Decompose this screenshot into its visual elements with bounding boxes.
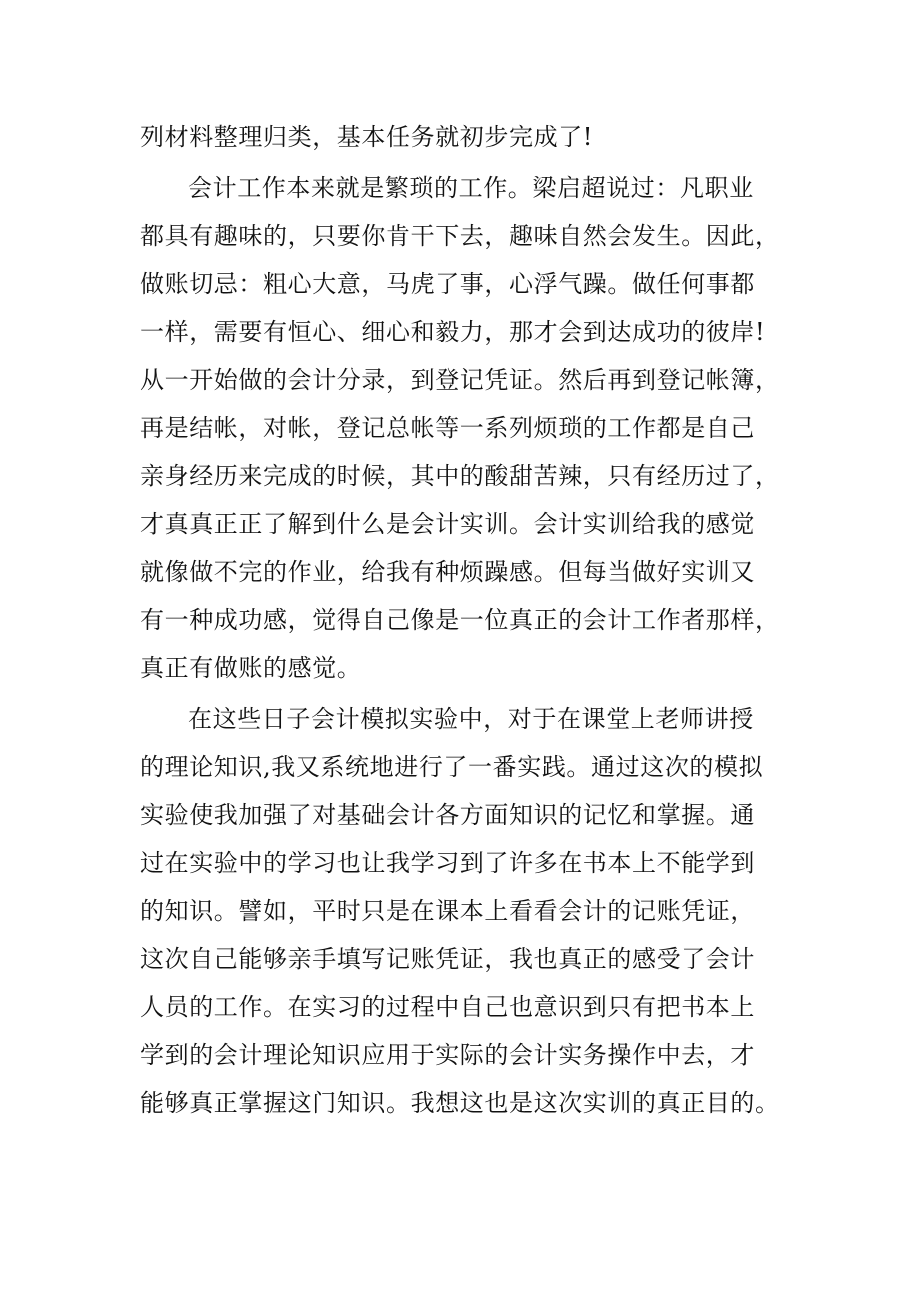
text-line: 才真真正正了解到什么是会计实训。会计实训给我的感觉 — [140, 510, 755, 538]
text-line: 这次自己能够亲手填写记账凭证，我也真正的感受了会计 — [140, 945, 755, 973]
text-line: 会计工作本来就是繁琐的工作。梁启超说过：凡职业 — [188, 174, 754, 202]
text-line: 能够真正掌握这门知识。我想这也是这次实训的真正目的。 — [140, 1089, 780, 1117]
text-line: 亲身经历来完成的时候，其中的酸甜苦辣，只有经历过了， — [140, 462, 780, 490]
text-line: 的知识。譬如，平时只是在课本上看看会计的记账凭证， — [140, 897, 755, 925]
text-line: 过在实验中的学习也让我学习到了许多在书本上不能学到 — [140, 849, 755, 877]
text-line: 实验使我加强了对基础会计各方面知识的记忆和掌握。通 — [140, 801, 755, 829]
text-line: 做账切忌：粗心大意，马虎了事，心浮气躁。做任何事都 — [140, 270, 755, 298]
text-line: 的理论知识,我又系统地进行了一番实践。通过这次的模拟 — [140, 753, 764, 781]
text-line: 列材料整理归类，基本任务就初步完成了! — [140, 123, 594, 151]
text-line: 再是结帐，对帐，登记总帐等一系列烦琐的工作都是自己 — [140, 414, 755, 442]
text-line: 在这些日子会计模拟实验中，对于在课堂上老师讲授 — [188, 705, 754, 733]
text-line: 学到的会计理论知识应用于实际的会计实务操作中去，才 — [140, 1041, 755, 1069]
text-line: 真正有做账的感觉。 — [140, 654, 362, 682]
text-line: 就像做不完的作业，给我有种烦躁感。但每当做好实训又 — [140, 558, 755, 586]
text-line: 从一开始做的会计分录，到登记凭证。然后再到登记帐簿， — [140, 366, 780, 394]
text-line: 一样，需要有恒心、细心和毅力，那才会到达成功的彼岸! — [140, 318, 766, 346]
text-line: 都具有趣味的，只要你肯干下去，趣味自然会发生。因此， — [140, 222, 780, 250]
text-line: 人员的工作。在实习的过程中自己也意识到只有把书本上 — [140, 993, 755, 1021]
text-line: 有一种成功感，觉得自己像是一位真正的会计工作者那样， — [140, 606, 780, 634]
